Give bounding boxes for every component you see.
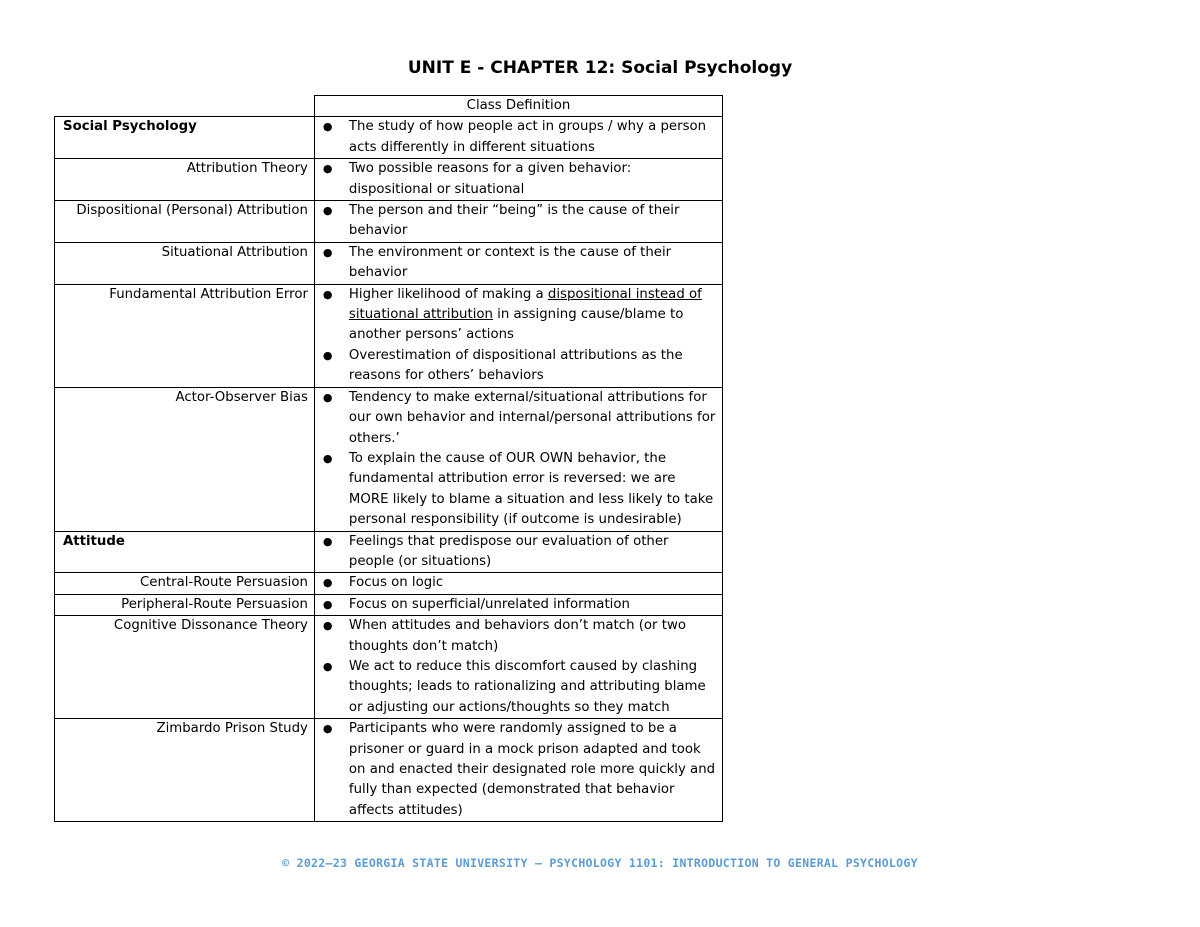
table-row (55, 616, 723, 719)
term-cell: Attitude (55, 531, 315, 573)
definition-text: The person and their “being” is the cause of their behavior (348, 203, 680, 239)
definition-text: in assigning cause/blame to another persons’ actions (348, 307, 684, 343)
term-cell: Dispositional (Personal) Attribution (55, 201, 315, 243)
definition-item (315, 388, 716, 449)
table-row (55, 242, 723, 284)
table-row (55, 159, 723, 201)
definition-text: The environment or context is the cause of their behavior (348, 244, 672, 281)
definition-text: To explain the cause of OUR OWN behavior, the fundamental attribution error is reversed: we are MORE likely to blame a situation and less likely to take personal responsibility (if outcome is undesirable) (348, 450, 714, 528)
term-cell: Fundamental Attribution Error (55, 284, 315, 387)
term-cell: Peripheral-Route Persuasion (55, 594, 315, 615)
bullet-icon: ● (322, 451, 333, 465)
term-cell: Zimbardo Prison Study (55, 719, 315, 822)
bullet-icon: ● (322, 597, 333, 611)
page-title: UNIT E - CHAPTER 12: Social Psychology (407, 58, 793, 78)
definition-cell (314, 573, 722, 594)
bullet-icon: ● (322, 245, 333, 259)
definition-item (315, 719, 716, 821)
term-cell: Attribution Theory (55, 159, 315, 201)
bullet-icon: ● (322, 390, 333, 404)
bullet-icon: ● (322, 348, 333, 362)
bullet-icon: ● (322, 659, 333, 673)
definition-item (315, 532, 716, 573)
definition-text: The study of how people act in groups / why a person acts differently in different situations (348, 119, 707, 155)
definition-text: When attitudes and behaviors don’t match (or two thoughts don’t match) (348, 618, 686, 654)
table-body (55, 117, 723, 822)
copyright-footer: © 2022–23 GEORGIA STATE UNIVERSITY – PSYCHOLOGY 1101: INTRODUCTION TO GENERAL PSYCHOLOGY (282, 856, 918, 870)
definition-item (315, 573, 716, 593)
definition-underlined-text: dispositional instead of situational attribution (348, 286, 702, 323)
definition-item (315, 285, 716, 346)
table-row (55, 284, 723, 387)
table-row (55, 594, 723, 615)
table-header-row (55, 96, 723, 117)
definition-item (315, 117, 716, 158)
table-header-class-definition: Class Definition (314, 96, 722, 117)
bullet-icon: ● (322, 204, 333, 218)
table-row (55, 117, 723, 159)
table-row (55, 531, 723, 573)
definition-item (315, 595, 716, 615)
bullet-icon: ● (322, 576, 333, 590)
definition-text: Tendency to make external/situational attributions for our own behavior and internal/personal attributions for others.’ (348, 389, 716, 446)
definition-cell (314, 531, 722, 573)
definition-text: Higher likelihood of making a (348, 286, 548, 302)
definition-cell (314, 387, 722, 531)
bullet-icon: ● (322, 722, 333, 736)
definition-cell (314, 242, 722, 284)
definition-text: Participants who were randomly assigned to be a prisoner or guard in a mock prison adapted and took on and enacted their designated role more quickly and fully than expected (demonstrated that behavior affects attitudes) (348, 721, 716, 818)
definition-cell (314, 616, 722, 719)
definition-cell (314, 117, 722, 159)
definition-item (315, 243, 716, 284)
term-cell: Central-Route Persuasion (55, 573, 315, 594)
definition-text: Focus on superficial/unrelated information (348, 596, 630, 612)
table-row (55, 719, 723, 822)
definition-cell (314, 159, 722, 201)
bullet-icon: ● (322, 619, 333, 633)
table-row (55, 387, 723, 531)
term-cell: Cognitive Dissonance Theory (55, 616, 315, 719)
table-header-empty-cell (55, 96, 315, 117)
definition-item (315, 159, 716, 200)
definition-item (315, 449, 716, 531)
bullet-icon: ● (322, 120, 333, 134)
bullet-icon: ● (322, 287, 333, 301)
definitions-table (54, 95, 723, 822)
definition-text: Overestimation of dispositional attributions as the reasons for others’ behaviors (348, 347, 683, 384)
definition-cell (314, 201, 722, 243)
definition-item (315, 346, 716, 387)
table-row (55, 573, 723, 594)
definition-text: Focus on logic (348, 575, 444, 591)
term-cell: Social Psychology (55, 117, 315, 159)
definition-item (315, 201, 716, 242)
definition-item (315, 616, 716, 657)
definition-text: We act to reduce this discomfort caused by clashing thoughts; leads to rationalizing and attributing blame or adjusting our actions/thoughts so they match (348, 658, 706, 715)
definition-text: Feelings that predispose our evaluation of other people (or situations) (348, 533, 669, 569)
definition-cell (314, 284, 722, 387)
bullet-icon: ● (322, 534, 333, 548)
definition-cell (314, 719, 722, 822)
definition-text: Two possible reasons for a given behavior: dispositional or situational (348, 161, 632, 197)
bullet-icon: ● (322, 162, 333, 176)
term-cell: Actor-Observer Bias (55, 387, 315, 531)
table-row (55, 201, 723, 243)
definition-item (315, 657, 716, 718)
term-cell: Situational Attribution (55, 242, 315, 284)
definition-cell (314, 594, 722, 615)
